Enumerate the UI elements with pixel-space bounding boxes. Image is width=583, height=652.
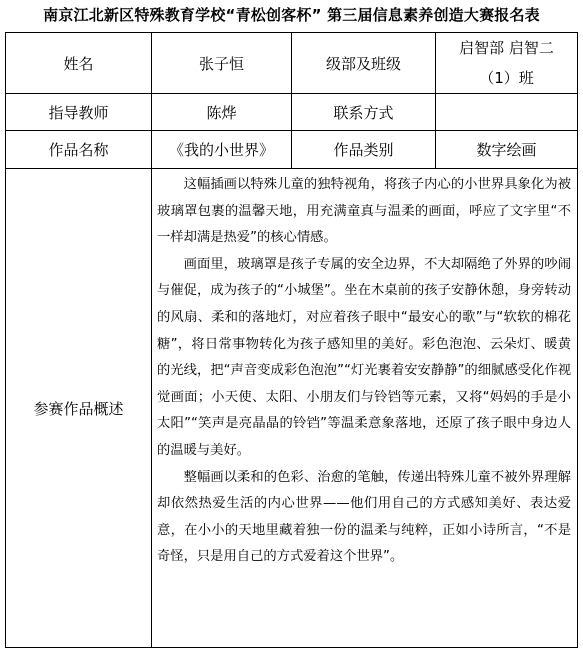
grade-class-value-line1: 启智部 启智二 — [459, 39, 554, 57]
row-name — [6, 33, 578, 94]
contact-value — [436, 94, 578, 131]
form-title: 南京江北新区特殊教育学校“青松创客杯” 第三届信息素养创造大赛报名表 — [43, 6, 540, 24]
name-label: 姓名 — [6, 33, 152, 94]
summary-paragraph: 这幅插画以特殊儿童的独特视角，将孩子内心的小世界具象化为被玻璃罩包裹的温馨天地，用充满童真与温柔的画面，呼应了文字里“不一样却满是热爱”的核心情感。 — [157, 177, 571, 246]
grade-class-value-line2: （1）班 — [479, 69, 534, 87]
summary-paragraph: 画面里，玻璃罩是孩子专属的安全边界，不大却隔绝了外界的吵闹与催促，成为孩子的“小城堡”。坐在木桌前的孩子安静休憩，身旁转动的风扇、柔和的落地灯，对应着孩子眼中“最安心的歌”与“软软的棉花糖”，将日常事物转化为孩子感知里的美好。彩色泡泡、云朵灯、暖黄的光线，把“声音变成彩色泡泡”“灯光裹着安安静静”的细腻感受化作视觉画面；小天使、太阳、小朋友们与铃铛等元素，又将“妈妈的手是小太阳”“笑声是亮晶晶的铃铛”等温柔意象落地，还原了孩子眼中身边人的温暖与美好。 — [157, 256, 571, 458]
registration-form-table — [5, 32, 578, 648]
row-work — [6, 131, 578, 169]
work-title-value: 《我的小世界》 — [152, 131, 292, 169]
teacher-value: 陈烨 — [152, 94, 292, 131]
teacher-label: 指导教师 — [6, 94, 152, 131]
contact-label: 联系方式 — [292, 94, 436, 131]
grade-class-value — [436, 33, 578, 94]
category-label: 作品类别 — [292, 131, 436, 169]
grade-class-label: 级部及班级 — [292, 33, 436, 94]
work-title-label: 作品名称 — [6, 131, 152, 169]
category-value: 数字绘画 — [436, 131, 578, 169]
row-summary — [6, 169, 578, 648]
row-teacher — [6, 94, 578, 131]
summary-label: 参赛作品概述 — [6, 169, 152, 648]
name-value: 张子恒 — [152, 33, 292, 94]
summary-paragraph: 整幅画以柔和的色彩、治愈的笔触，传递出特殊儿童不被外界理解却依然热爱生活的内心世界——他们用自己的方式感知美好、表达爱意，在小小的天地里藏着独一份的温柔与纯粹，正如小诗所言，“不是奇怪，只是用自己的方式爱着这个世界”。 — [157, 469, 571, 565]
summary-text — [152, 169, 578, 648]
